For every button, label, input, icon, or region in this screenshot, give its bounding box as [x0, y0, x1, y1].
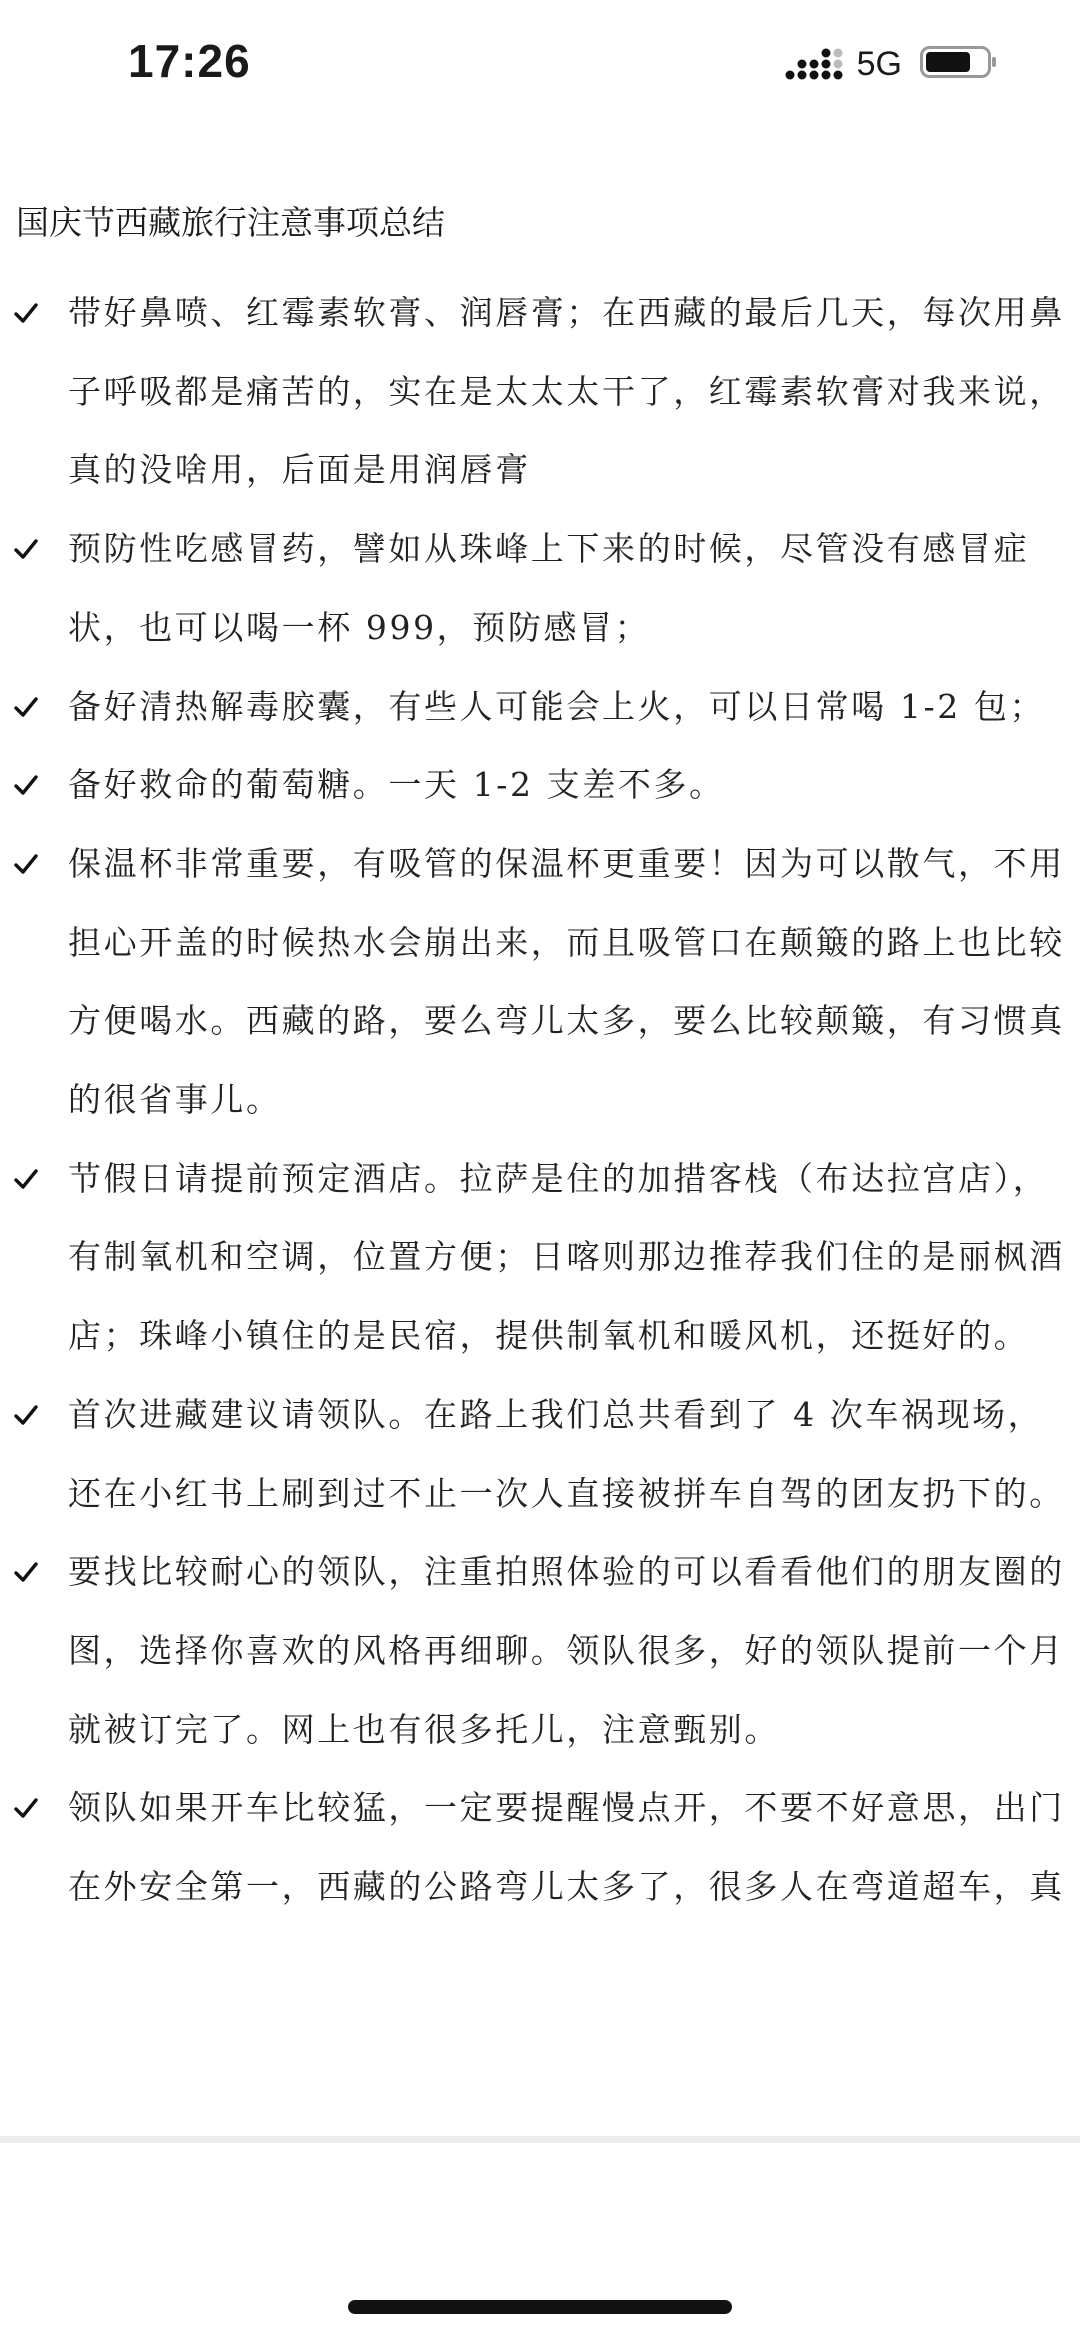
list-item	[0, 1533, 1080, 1769]
list-item-text: 领队如果开车比较猛，一定要提醒慢点开，不要不好意思，出门在外安全第一，西藏的公路弯儿太多了，很多人在弯道超车，真	[68, 1788, 1065, 1907]
list-item-text: 带好鼻喷、红霉素软膏、润唇膏；在西藏的最后几天，每次用鼻子呼吸都是痛苦的，实在是太太太干了，红霉素软膏对我来说，真的没啥用，后面是用润唇膏	[68, 293, 1065, 490]
battery-icon	[920, 44, 1000, 84]
list-item-text: 备好救命的葡萄糖。一天 1-2 支差不多。	[68, 765, 725, 805]
status-indicators	[785, 44, 1000, 84]
list-item-text: 首次进藏建议请领队。在路上我们总共看到了 4 次车祸现场，还在小红书上刷到过不止一次人直接被拼车自驾的团友扔下的。	[68, 1394, 1065, 1513]
list-item	[0, 1140, 1080, 1376]
list-item	[0, 746, 1080, 825]
status-bar	[0, 0, 1080, 130]
list-item	[0, 1769, 1080, 1926]
network-label: 5G	[856, 44, 902, 83]
list-item-text: 节假日请提前预定酒店。拉萨是住的加措客栈（布达拉宫店），有制氧机和空调，位置方便；日喀则那边推荐我们住的是丽枫酒店；珠峰小镇住的是民宿，提供制氧机和暖风机，还挺好的。	[68, 1158, 1065, 1356]
signal-icon	[785, 46, 843, 82]
check-icon	[14, 538, 38, 560]
list-item-text: 预防性吃感冒药，譬如从珠峰上下来的时候，尽管没有感冒症状，也可以喝一杯 999，预防感冒；	[68, 529, 1030, 647]
check-icon	[14, 1561, 38, 1583]
status-time: 17:26	[128, 35, 251, 87]
check-icon	[14, 1168, 38, 1190]
check-icon	[14, 774, 38, 796]
list-item-text: 要找比较耐心的领队，注重拍照体验的可以看看他们的朋友圈的图，选择你喜欢的风格再细聊。领队很多，好的领队提前一个月就被订完了。网上也有很多托儿，注意甄别。	[68, 1552, 1065, 1749]
list-item-text: 备好清热解毒胶囊，有些人可能会上火，可以日常喝 1-2 包；	[68, 686, 1046, 726]
list-item	[0, 274, 1080, 510]
check-icon	[14, 1797, 38, 1819]
home-indicator[interactable]	[348, 2300, 732, 2314]
list-item	[0, 668, 1080, 747]
check-icon	[14, 853, 38, 875]
document-title: 国庆节西藏旅行注意事项总结	[16, 203, 445, 242]
bottom-divider	[0, 2136, 1080, 2143]
check-icon	[14, 302, 38, 324]
checklist	[0, 274, 1080, 1927]
list-item	[0, 510, 1080, 667]
list-item	[0, 1376, 1080, 1533]
list-item-text: 保温杯非常重要，有吸管的保温杯更重要！因为可以散气，不用担心开盖的时候热水会崩出来，而且吸管口在颠簸的路上也比较方便喝水。西藏的路，要么弯儿太多，要么比较颠簸，有习惯真的很省事儿。	[68, 843, 1065, 1120]
check-icon	[14, 696, 38, 718]
check-icon	[14, 1404, 38, 1426]
list-item	[0, 825, 1080, 1140]
